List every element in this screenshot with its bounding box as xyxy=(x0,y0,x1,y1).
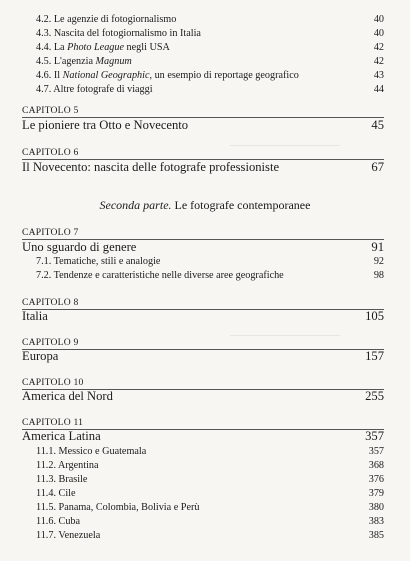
toc-entry-title: 7.1. Tematiche, stili e analogie xyxy=(36,256,161,267)
chapter-page: 45 xyxy=(371,118,384,132)
chapter-page: 157 xyxy=(365,349,384,363)
chapter-entry[interactable] xyxy=(22,160,384,175)
toc-entry-page: 380 xyxy=(368,502,384,513)
chapter-entry[interactable] xyxy=(22,429,384,444)
chapter-label: CAPITOLO 7 xyxy=(22,227,79,238)
chapter-entry[interactable] xyxy=(22,389,384,404)
toc-entry-page: 376 xyxy=(368,474,384,485)
toc-entry-title: 4.5. L'agenzia Magnum xyxy=(36,56,132,67)
toc-entry-page: 42 xyxy=(373,42,384,53)
chapter-entry[interactable] xyxy=(22,309,384,324)
toc-entry-page: 383 xyxy=(368,516,384,527)
chapter-label: CAPITOLO 10 xyxy=(22,377,84,388)
chapter-title: Europa xyxy=(22,349,59,363)
chapter-label: CAPITOLO 11 xyxy=(22,417,84,428)
toc-entry-title: 4.6. Il National Geographic, un esempio di reportage geografico xyxy=(36,70,299,81)
toc-entry-page: 357 xyxy=(368,446,384,457)
toc-entry[interactable] xyxy=(36,446,384,457)
chapter-title: America Latina xyxy=(22,429,101,443)
toc-entry-title: 4.3. Nascita del fotogiornalismo in Italia xyxy=(36,28,201,39)
toc-entry-page: 43 xyxy=(373,70,384,81)
chapter-page: 255 xyxy=(365,389,384,403)
chapter-page: 105 xyxy=(365,309,384,323)
toc-entry[interactable] xyxy=(36,502,384,513)
toc-entry[interactable] xyxy=(36,270,384,281)
chapter-label: CAPITOLO 8 xyxy=(22,297,79,308)
chapter-title: Uno sguardo di genere xyxy=(22,240,137,254)
toc-entry-title: 4.4. La Photo League negli USA xyxy=(36,42,170,53)
chapter-title: Le pioniere tra Otto e Novecento xyxy=(22,118,189,132)
toc-entry-title: 11.2. Argentina xyxy=(36,460,99,471)
toc-entry-title: 11.3. Brasile xyxy=(36,474,88,485)
toc-entry-title: 4.7. Altre fotografe di viaggi xyxy=(36,84,153,95)
toc-entry[interactable] xyxy=(36,56,384,67)
chapter-page: 357 xyxy=(365,429,384,443)
toc-entry[interactable] xyxy=(36,84,384,95)
chapter-label: CAPITOLO 5 xyxy=(22,105,79,116)
bleed-through-text: ——————————— xyxy=(230,140,340,151)
toc-entry[interactable] xyxy=(36,474,384,485)
toc-entry[interactable] xyxy=(36,256,384,267)
toc-entry-page: 92 xyxy=(373,256,384,267)
toc-entry-page: 368 xyxy=(368,460,384,471)
toc-entry-page: 40 xyxy=(373,28,384,39)
toc-entry-title: 11.5. Panama, Colombia, Bolivia e Perù xyxy=(36,502,200,513)
toc-entry[interactable] xyxy=(36,70,384,81)
toc-entry-title: 11.1. Messico e Guatemala xyxy=(36,446,147,457)
chapter-title: America del Nord xyxy=(22,389,113,403)
toc-entry[interactable] xyxy=(36,14,384,25)
toc-entry-page: 42 xyxy=(373,56,384,67)
toc-entry[interactable] xyxy=(36,460,384,471)
toc-entry-page: 98 xyxy=(373,270,384,281)
toc-entry-page: 40 xyxy=(373,14,384,25)
toc-entry-title: 11.4. Cile xyxy=(36,488,76,499)
toc-entry[interactable] xyxy=(36,28,384,39)
chapter-label: CAPITOLO 6 xyxy=(22,147,79,158)
chapter-title: Il Novecento: nascita delle fotografe professioniste xyxy=(22,160,280,174)
chapter-entry[interactable] xyxy=(22,240,384,255)
toc-entry-title: 11.6. Cuba xyxy=(36,516,81,527)
toc-entry-title: 4.2. Le agenzie di fotogiornalismo xyxy=(36,14,177,25)
toc-entry-title: 7.2. Tendenze e caratteristiche nelle diverse aree geografiche xyxy=(36,270,284,281)
toc-entry[interactable] xyxy=(36,42,384,53)
chapter-entry[interactable] xyxy=(22,118,384,133)
toc-entry-page: 385 xyxy=(368,530,384,541)
chapter-entry[interactable] xyxy=(22,349,384,364)
toc-entry-page: 379 xyxy=(368,488,384,499)
chapter-title: Italia xyxy=(22,309,48,323)
part-heading: Seconda parte. Le fotografe contemporanee xyxy=(99,198,311,212)
toc-entry-page: 44 xyxy=(373,84,384,95)
chapter-page: 91 xyxy=(371,240,384,254)
toc-entry[interactable] xyxy=(36,530,384,541)
toc-entry-title: 11.7. Venezuela xyxy=(36,530,101,541)
chapter-page: 67 xyxy=(371,160,384,174)
bleed-through-text: ——————————— xyxy=(230,330,340,341)
toc-entry[interactable] xyxy=(36,516,384,527)
chapter-label: CAPITOLO 9 xyxy=(22,337,79,348)
toc-entry[interactable] xyxy=(36,488,384,499)
